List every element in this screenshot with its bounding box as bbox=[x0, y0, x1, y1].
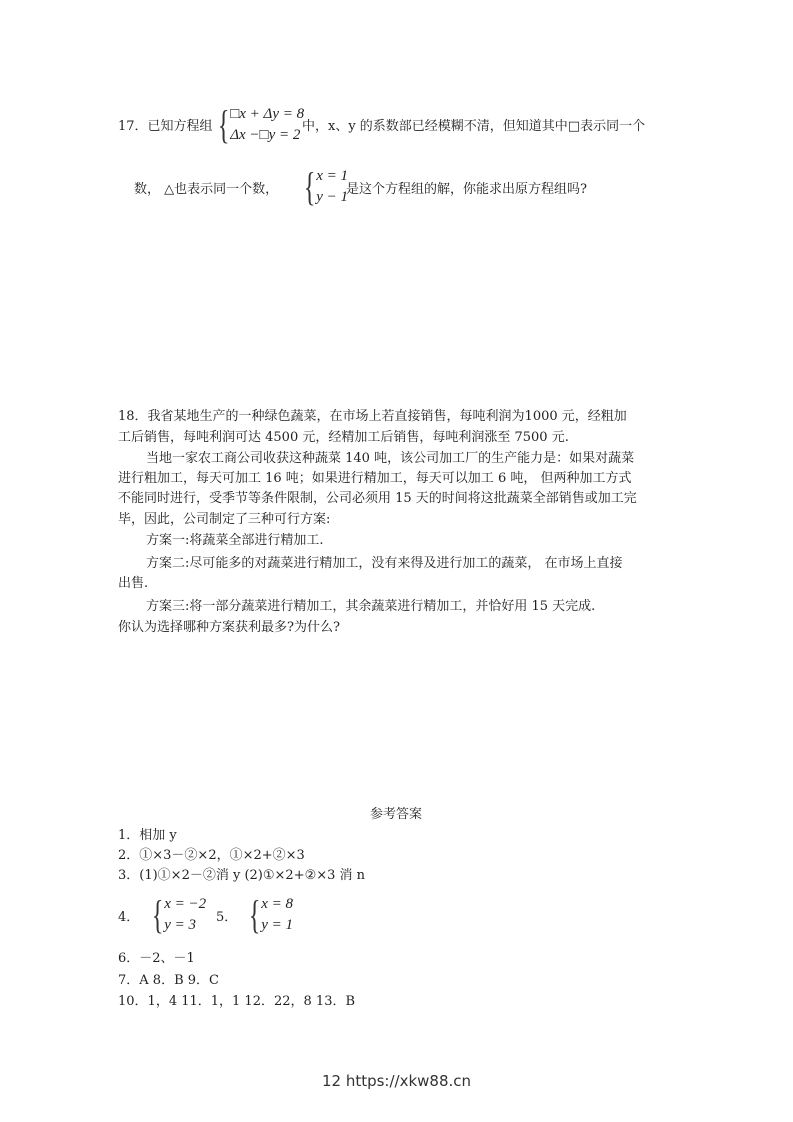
page-footer: 12 https://xkw88.cn bbox=[321, 1072, 472, 1090]
answer-7-9: 7．A 8．B 9．C bbox=[118, 973, 219, 988]
q17-line2b: 是这个方程组的解，你能求出原方程组吗? bbox=[346, 182, 587, 197]
equation: y = 1 bbox=[261, 917, 293, 933]
q18-question: 你认为选择哪种方案获利最多?为什么? bbox=[118, 620, 340, 635]
equation-2: Δx −□y = 2 bbox=[230, 127, 301, 143]
q18-line: 毕，因此，公司制定了三种可行方案: bbox=[118, 512, 331, 527]
q18-plan-2: 方案二:尽可能多的对蔬菜进行精加工，没有来得及进行加工的蔬菜， 在市场上直接 bbox=[146, 556, 623, 571]
q18-plan-1: 方案一:将蔬菜全部进行精加工. bbox=[146, 533, 324, 548]
answer-4-label: 4． bbox=[118, 910, 140, 925]
brace-icon: { bbox=[217, 102, 230, 147]
q17-prefix: 17．已知方程组 bbox=[118, 119, 213, 134]
answer-1: 1．相加 y bbox=[118, 828, 177, 843]
answer-5-label: 5． bbox=[216, 910, 238, 925]
equation-1: □x + Δy = 8 bbox=[230, 106, 305, 122]
brace-icon: { bbox=[303, 164, 316, 209]
q18-line: 出售. bbox=[118, 576, 149, 591]
q18-line: 18．我省某地生产的一种绿色蔬菜，在市场上若直接销售，每吨利润为1000 元，经粗加 bbox=[118, 409, 627, 424]
q18-line: 工后销售，每吨利润可达 4500 元，经精加工后销售，每吨利润涨至 7500 元. bbox=[118, 430, 569, 445]
q17-solution-system bbox=[300, 166, 348, 208]
answer-10-13: 10．1，4 11．1，1 12．22，8 13．B bbox=[118, 994, 356, 1009]
solution-1: x = 1 bbox=[316, 168, 348, 184]
answer-5-system bbox=[245, 894, 293, 936]
q17-text: 中，x、y 的系数部已经模糊不清，但知道其中□表示同一个 bbox=[302, 119, 646, 134]
q18-line: 当地一家农工商公司收获这种蔬菜 140 吨，该公司加工厂的生产能力是：如果对蔬菜 bbox=[146, 451, 635, 466]
q18-plan-3: 方案三:将一部分蔬菜进行精加工，其余蔬菜进行精加工，并恰好用 15 天完成. bbox=[146, 599, 596, 614]
q18-line: 不能同时进行，受季节等条件限制，公司必须用 15 天的时间将这批蔬菜全部销售或加工完 bbox=[118, 491, 637, 506]
answer-4-system bbox=[148, 894, 206, 936]
q17-line2a: 数， △也表示同一个数， bbox=[134, 182, 279, 197]
q18-line: 进行粗加工，每天可加工 16 吨；如果进行精加工，每天可以加工 6 吨， 但两种加工方式 bbox=[118, 471, 632, 486]
brace-icon: { bbox=[151, 892, 164, 937]
answer-2: 2．①×3－②×2，①×2+②×3 bbox=[118, 848, 305, 863]
answers-title: 参考答案 bbox=[370, 807, 423, 822]
solution-2: y − 1 bbox=[316, 189, 348, 205]
equation: x = −2 bbox=[164, 896, 207, 912]
q17-equation-system bbox=[214, 104, 304, 146]
brace-icon: { bbox=[248, 892, 261, 937]
equation: x = 8 bbox=[261, 896, 293, 912]
answer-3: 3．(1)①×2－②消 y (2)①×2+②×3 消 n bbox=[118, 868, 366, 883]
equation: y = 3 bbox=[164, 917, 196, 933]
answer-6: 6．－2、－1 bbox=[118, 951, 195, 966]
